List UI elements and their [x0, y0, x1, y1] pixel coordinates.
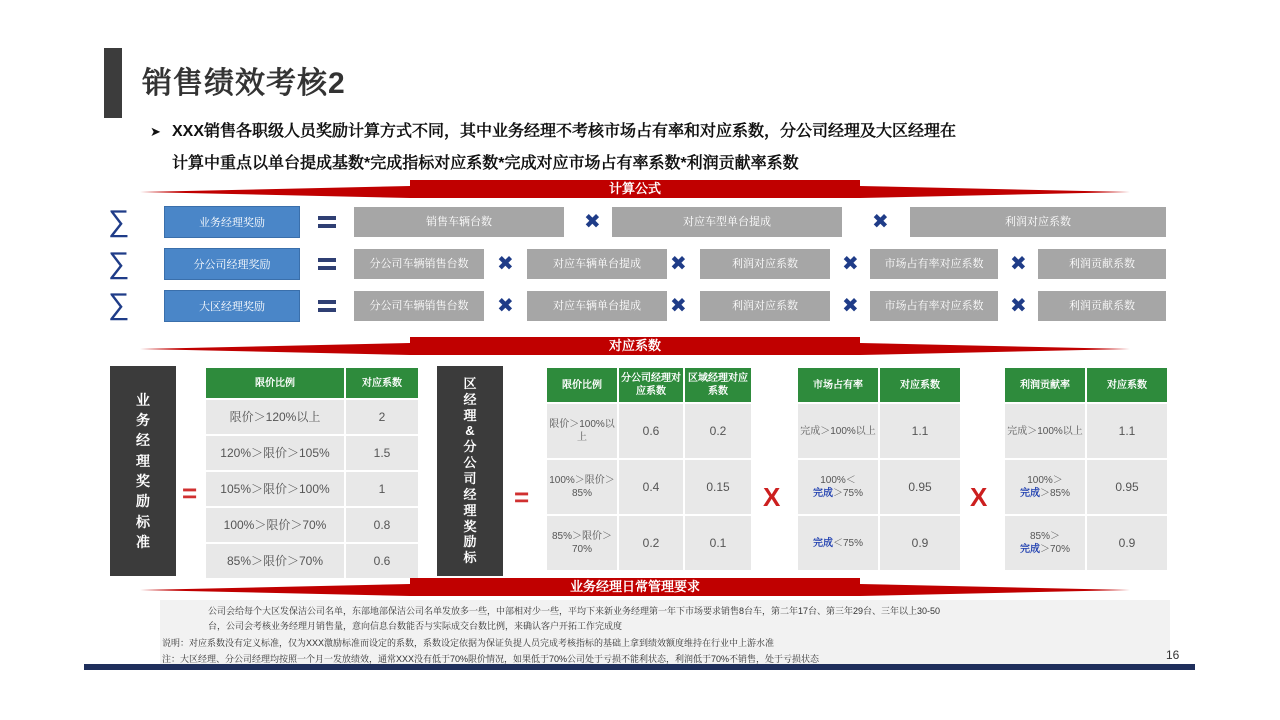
cell-text: ＞70%	[1039, 544, 1070, 555]
multiply-icon: ✖	[872, 211, 889, 233]
multiply-icon: X	[763, 482, 781, 512]
table-cell: 100%＞限价＞85%	[546, 459, 618, 515]
table-cell: 100%＞限价＞70%	[205, 507, 345, 543]
highlight-text: 完成	[1019, 488, 1040, 499]
table-cell	[797, 515, 879, 571]
equals-icon	[318, 258, 336, 272]
sales-manager-standard-label	[110, 366, 176, 576]
multiply-icon: ✖	[497, 295, 514, 317]
highlight-text: 完成	[1019, 544, 1040, 555]
table-row	[546, 403, 752, 459]
page-title: 销售绩效考核2	[142, 67, 346, 100]
note-text: 注：大区经理、分公司经理均按照一个月一发放绩效，通常XXX没有低于70%限价情况，如果低于70%公司处于亏损不能利状态，利润低于70%不销售，处于亏损状态	[162, 654, 820, 664]
equals-icon: =	[182, 478, 198, 508]
sigma-icon: ∑	[108, 205, 130, 238]
factor-box: 对应车辆单台提成	[527, 291, 667, 321]
requirement-text: 台，公司会考核业务经理月销售量，意向信息台数能否与实际成交台数比例，来确认客户开拓工作完成度	[208, 621, 623, 631]
formula-banner	[140, 180, 1130, 198]
factor-box: 利润贡献系数	[1038, 249, 1166, 279]
table-header: 市场占有率	[797, 367, 879, 403]
table-header: 限价比例	[546, 367, 618, 403]
highlight-text: 完成	[812, 488, 833, 499]
coefficients-banner-label: 对应系数	[608, 338, 661, 353]
table-cell: 0.4	[618, 459, 684, 515]
table-cell: 1.5	[345, 435, 419, 471]
market-share-table	[796, 366, 962, 572]
table-cell: 0.1	[684, 515, 752, 571]
factor-box: 利润对应系数	[700, 249, 830, 279]
role-regional-manager: 大区经理奖励	[164, 290, 300, 322]
formula-banner-label: 计算公式	[608, 181, 661, 196]
table-cell: 0.9	[879, 515, 961, 571]
equals-icon	[318, 300, 336, 314]
factor-box: 对应车辆单台提成	[527, 249, 667, 279]
cell-text: 完成＞100%以上	[1007, 425, 1083, 437]
arrow-bullet-icon: ➤	[150, 124, 161, 139]
price-ratio-table	[204, 366, 420, 580]
table-cell	[797, 459, 879, 515]
factor-box: 分公司车辆销售台数	[354, 249, 484, 279]
table-row	[1004, 403, 1168, 459]
table-cell: 85%＞限价＞70%	[546, 515, 618, 571]
multiply-icon: ✖	[1010, 253, 1027, 275]
table-cell: 0.2	[684, 403, 752, 459]
manager-coefficient-table	[545, 366, 753, 572]
table-cell: 120%＞限价＞105%	[205, 435, 345, 471]
table-row	[205, 543, 419, 579]
factor-box: 对应车型单台提成	[612, 207, 842, 237]
table-cell: 0.15	[684, 459, 752, 515]
equals-icon	[318, 216, 336, 230]
table-cell: 限价＞120%以上	[205, 399, 345, 435]
bullet-line-1	[150, 118, 956, 141]
table-row	[797, 515, 961, 571]
highlight-text: 完成	[812, 537, 833, 549]
table-cell: 1.1	[879, 403, 961, 459]
multiply-icon: ✖	[497, 253, 514, 275]
multiply-icon: ✖	[842, 295, 859, 317]
table-header: 分公司经理对应系数	[618, 367, 684, 403]
sigma-icon: ∑	[108, 247, 130, 280]
table-header: 对应系数	[345, 367, 419, 399]
table-row	[797, 403, 961, 459]
cell-text: 完成＞100%以上	[800, 425, 876, 437]
table-cell: 0.2	[618, 515, 684, 571]
table-cell: 限价＞100%以上	[546, 403, 618, 459]
table-cell: 1.1	[1086, 403, 1168, 459]
table-cell	[797, 403, 879, 459]
table-cell	[1004, 459, 1086, 515]
requirement-text: 公司会给每个大区发保洁公司名单，东部地部保洁公司名单发放多一些，中部相对少一些，平均下来新业务经理第一年下市场要求销售8台车，第二年17台、第三年29台、三年以上30-50	[208, 606, 941, 616]
table-header: 利润贡献率	[1004, 367, 1086, 403]
table-cell: 85%＞限价＞70%	[205, 543, 345, 579]
cell-text: 100%＜	[820, 475, 856, 486]
table-cell: 0.95	[1086, 459, 1168, 515]
table-header: 对应系数	[879, 367, 961, 403]
role-sales-manager: 业务经理奖励	[164, 206, 300, 238]
cell-text: 85%＞	[1029, 531, 1060, 542]
title-accent-bar	[104, 48, 122, 118]
table-cell: 0.8	[345, 507, 419, 543]
multiply-icon: ✖	[670, 253, 687, 275]
table-cell: 1	[345, 471, 419, 507]
requirements-banner	[140, 578, 1130, 596]
cell-text: ＞75%	[832, 488, 863, 499]
factor-box: 利润对应系数	[700, 291, 830, 321]
coefficients-banner	[140, 337, 1130, 355]
page-number: 16	[1166, 648, 1180, 662]
factor-box: 分公司车辆销售台数	[354, 291, 484, 321]
factor-box: 销售车辆台数	[354, 207, 564, 237]
table-row	[797, 459, 961, 515]
multiply-icon: ✖	[670, 295, 687, 317]
bullet-line-2: 计算中重点以单台提成基数*完成指标对应系数*完成对应市场占有率系数*利润贡献率系数	[172, 155, 799, 172]
multiply-icon: ✖	[584, 211, 601, 233]
table-cell: 105%＞限价＞100%	[205, 471, 345, 507]
table-cell: 0.95	[879, 459, 961, 515]
factor-box: 利润对应系数	[910, 207, 1166, 237]
multiply-icon: X	[970, 482, 988, 512]
footer-bar	[84, 664, 1195, 670]
table-row	[1004, 515, 1168, 571]
factor-box: 市场占有率对应系数	[870, 291, 998, 321]
table-cell: 0.6	[618, 403, 684, 459]
requirements-banner-label: 业务经理日常管理要求	[569, 579, 700, 594]
cell-text: ＞85%	[1039, 488, 1070, 499]
sigma-icon: ∑	[108, 288, 130, 321]
profit-contribution-table	[1003, 366, 1169, 572]
cell-text: ＜75%	[832, 537, 863, 549]
table-row	[205, 507, 419, 543]
bullet-text-1: XXX销售各职级人员奖励计算方式不同，其中业务经理不考核市场占有率和对应系数，分公司经理及大区经理在	[172, 123, 957, 140]
regional-manager-standard-text: 区经理&分公司经理奖励标	[463, 375, 477, 566]
factor-box: 市场占有率对应系数	[870, 249, 998, 279]
table-cell	[1004, 403, 1086, 459]
table-cell: 0.9	[1086, 515, 1168, 571]
factor-box: 利润贡献系数	[1038, 291, 1166, 321]
table-cell	[1004, 515, 1086, 571]
multiply-icon: ✖	[842, 253, 859, 275]
table-row	[205, 399, 419, 435]
table-cell: 2	[345, 399, 419, 435]
sales-manager-standard-text: 业务经理奖励标准	[136, 391, 150, 550]
table-cell: 0.6	[345, 543, 419, 579]
equals-icon: =	[514, 482, 530, 512]
role-branch-manager: 分公司经理奖励	[164, 248, 300, 280]
table-row	[205, 435, 419, 471]
cell-text: 100%＞	[1027, 475, 1063, 486]
table-row	[205, 471, 419, 507]
table-header: 对应系数	[1086, 367, 1168, 403]
table-row	[546, 459, 752, 515]
regional-manager-standard-label	[437, 366, 503, 576]
table-row	[546, 515, 752, 571]
table-header: 区域经理对应系数	[684, 367, 752, 403]
table-row	[1004, 459, 1168, 515]
table-header: 限价比例	[205, 367, 345, 399]
explanation-text: 说明：对应系数没有定义标准，仅为XXX激励标准而设定的系数，系数设定依据为保证负提人员完成考核指标的基础上拿到绩效额度维持在行业中上游水准	[162, 638, 775, 648]
multiply-icon: ✖	[1010, 295, 1027, 317]
